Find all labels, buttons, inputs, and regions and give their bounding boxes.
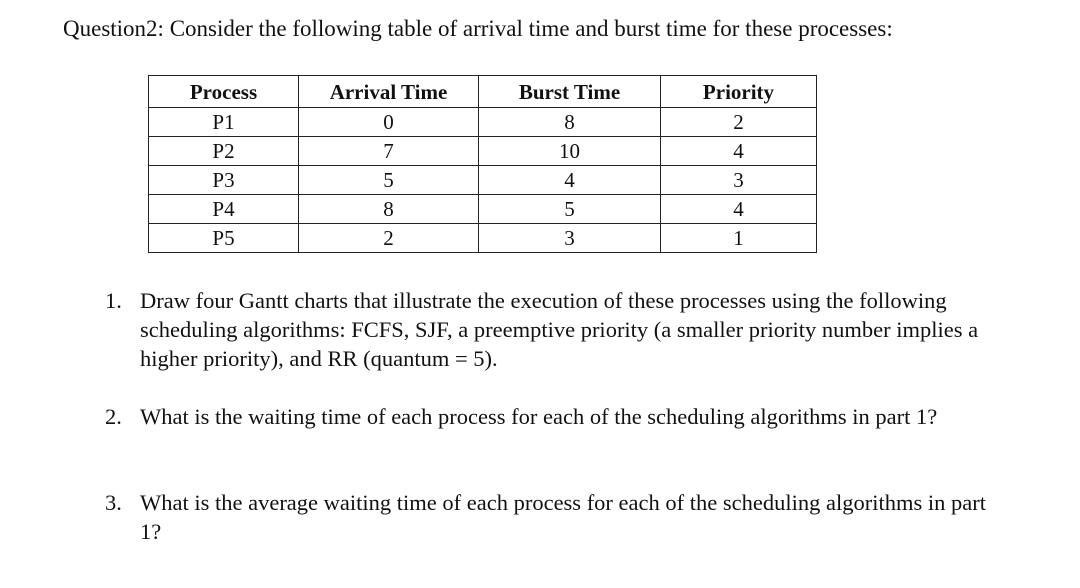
table-row — [149, 166, 817, 195]
cell-process: P5 — [149, 224, 299, 253]
question-text: What is the average waiting time of each process for each of the scheduling algorithms in part 1? — [140, 490, 986, 544]
cell-burst-time: 4 — [479, 166, 661, 195]
cell-arrival-time: 5 — [299, 166, 479, 195]
cell-priority: 1 — [661, 224, 817, 253]
cell-burst-time: 10 — [479, 137, 661, 166]
header-priority: Priority — [661, 76, 817, 108]
question-2 — [105, 402, 1005, 431]
cell-process: P2 — [149, 137, 299, 166]
header-arrival-time: Arrival Time — [299, 76, 479, 108]
cell-process: P3 — [149, 166, 299, 195]
header-burst-time: Burst Time — [479, 76, 661, 108]
cell-priority: 4 — [661, 195, 817, 224]
cell-burst-time: 8 — [479, 108, 661, 137]
cell-burst-time: 3 — [479, 224, 661, 253]
process-table — [148, 75, 817, 253]
question-text: What is the waiting time of each process for each of the scheduling algorithms in part 1? — [140, 404, 938, 429]
cell-priority: 4 — [661, 137, 817, 166]
cell-arrival-time: 2 — [299, 224, 479, 253]
cell-arrival-time: 7 — [299, 137, 479, 166]
cell-process: P4 — [149, 195, 299, 224]
table-row — [149, 195, 817, 224]
cell-priority: 2 — [661, 108, 817, 137]
question-number: 3. — [105, 490, 122, 515]
cell-priority: 3 — [661, 166, 817, 195]
cell-arrival-time: 0 — [299, 108, 479, 137]
question-number: 1. — [105, 288, 122, 313]
question-3 — [105, 488, 1005, 546]
table-row — [149, 224, 817, 253]
table-row — [149, 108, 817, 137]
question-1 — [105, 286, 1005, 373]
question-text: Draw four Gantt charts that illustrate the execution of these processes using the following scheduling algorithms: FCFS, SJF, a preemptive priority (a smaller priority number implies a higher priority), and RR (quantum = 5). — [140, 288, 979, 371]
question-number: 2. — [105, 404, 122, 429]
table-header-row — [149, 76, 817, 108]
question-title: Question2: Consider the following table of arrival time and burst time for these processes: — [63, 16, 893, 41]
cell-arrival-time: 8 — [299, 195, 479, 224]
cell-process: P1 — [149, 108, 299, 137]
cell-burst-time: 5 — [479, 195, 661, 224]
table-row — [149, 137, 817, 166]
header-process: Process — [149, 76, 299, 108]
